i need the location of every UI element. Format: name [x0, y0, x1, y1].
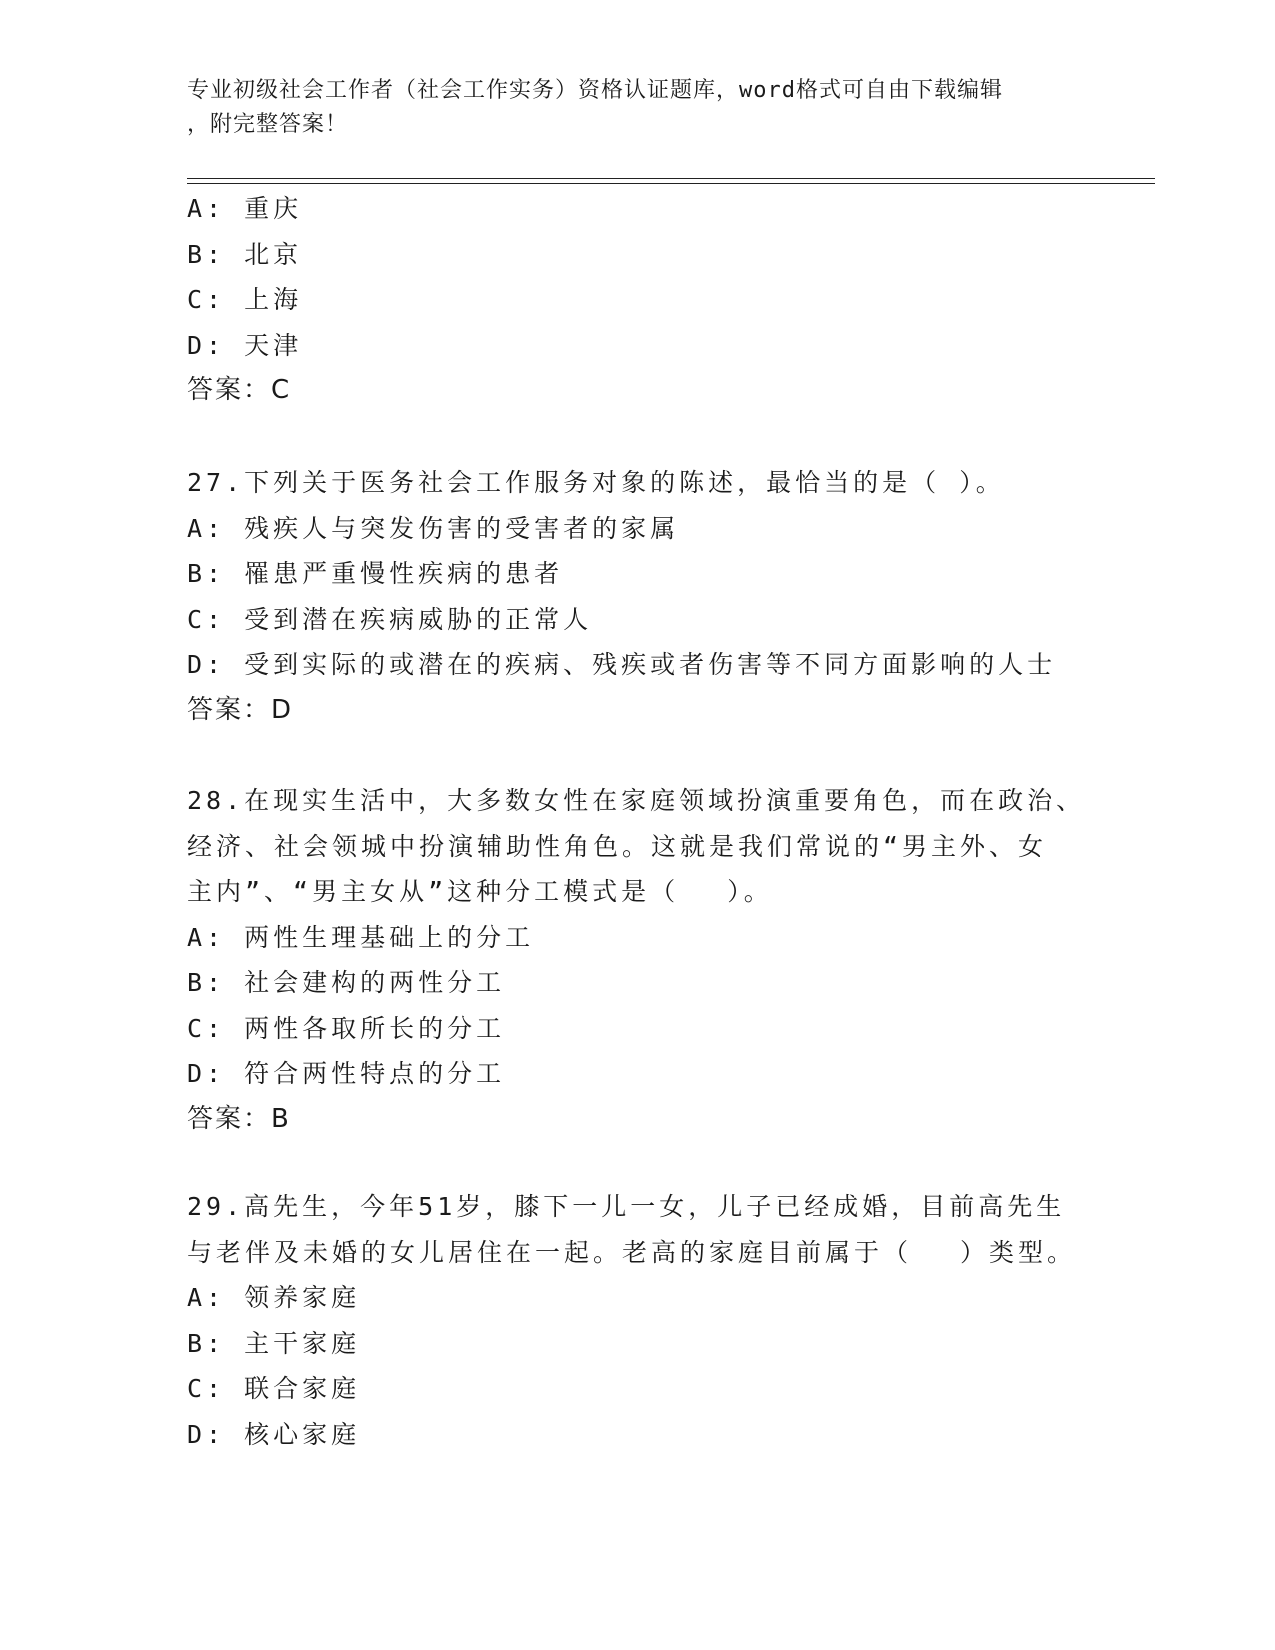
- option-d: D: 核心家庭: [187, 1419, 361, 1449]
- question-27: [187, 460, 1087, 733]
- question-stem-line-1: 29.高先生，今年51岁，膝下一儿一女，儿子已经成婚，目前高先生: [187, 1192, 1066, 1221]
- header-title-line-1: 专业初级社会工作者（社会工作实务）资格认证题库，word格式可自由下载编辑: [187, 78, 1003, 103]
- option-d: D: 天津: [187, 330, 303, 360]
- option-a: A: 残疾人与突发伤害的受害者的家属: [187, 513, 680, 543]
- question-29: [187, 1184, 1087, 1457]
- question-stem: 27.下列关于医务社会工作服务对象的陈述，最恰当的是（ ）。: [187, 468, 1005, 497]
- answer: 答案：B: [187, 1103, 291, 1134]
- option-c: C: 联合家庭: [187, 1374, 361, 1403]
- question-stem-line-2: 与老伴及未婚的女儿居住在一起。老高的家庭目前属于（ ）类型。: [187, 1237, 1077, 1267]
- question-28: [187, 778, 1087, 1142]
- option-c: C: 上海: [187, 285, 303, 314]
- question-26: [187, 186, 1087, 414]
- option-d: D: 符合两性特点的分工: [187, 1059, 506, 1088]
- option-a: A: 重庆: [187, 194, 303, 223]
- question-stem-line-1: 28.在现实生活中，大多数女性在家庭领域扮演重要角色，而在政治、: [187, 786, 1086, 815]
- question-stem-line-2: 经济、社会领城中扮演辅助性角色。这就是我们常说的“男主外、女: [187, 831, 1048, 861]
- header-title-line-2: ，附完整答案！: [187, 112, 349, 137]
- option-c: C: 两性各取所长的分工: [187, 1013, 506, 1043]
- option-a: A: 两性生理基础上的分工: [187, 922, 535, 952]
- header-divider-top: [187, 178, 1155, 179]
- option-b: B: 社会建构的两性分工: [187, 968, 506, 997]
- option-d: D: 受到实际的或潜在的疾病、残疾或者伤害等不同方面影响的人士: [187, 650, 1057, 679]
- header-divider-bottom: [187, 183, 1155, 184]
- answer: 答案：D: [187, 694, 294, 725]
- option-a: A: 领养家庭: [187, 1283, 361, 1312]
- document-header: [187, 74, 1087, 142]
- option-c: C: 受到潜在疾病威胁的正常人: [187, 604, 593, 634]
- question-stem-line-3: 主内”、“男主女从”这种分工模式是（ ）。: [187, 877, 773, 906]
- option-b: B: 北京: [187, 239, 303, 269]
- option-b: B: 罹患严重慢性疾病的患者: [187, 559, 564, 588]
- answer: 答案：C: [187, 375, 292, 405]
- option-b: B: 主干家庭: [187, 1328, 361, 1358]
